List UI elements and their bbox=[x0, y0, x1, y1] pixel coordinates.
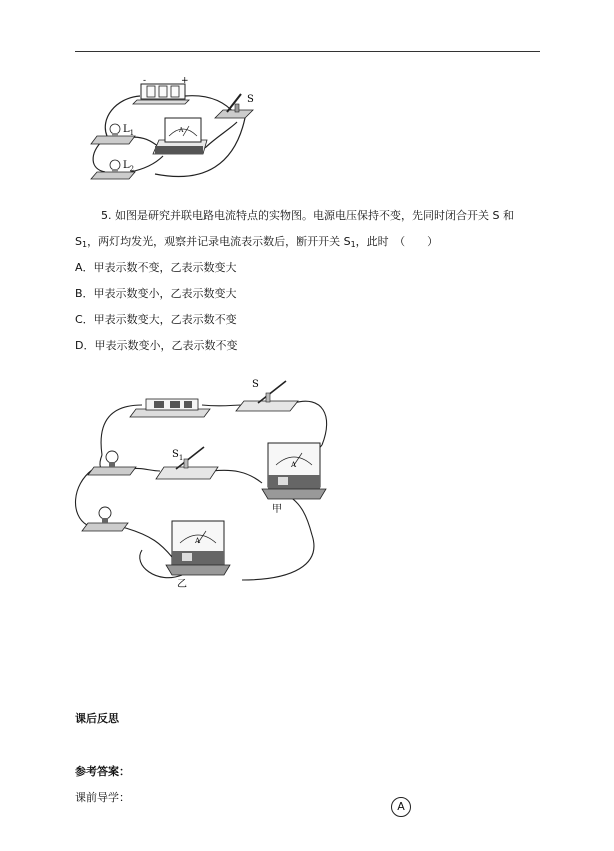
wire bbox=[202, 405, 242, 406]
ammeter-jia-letter: A bbox=[291, 461, 297, 469]
section-answers: 参考答案： bbox=[75, 765, 130, 778]
ammeter-jia-label: 甲 bbox=[272, 504, 282, 515]
ammeter-yi bbox=[166, 521, 230, 575]
question-line-2: $S_1$，两灯均发光，观察并记录电流表示数后，断开开关 $S_1$，此时 （ ） bbox=[75, 235, 439, 249]
switch-s1-label: $S_1$ bbox=[172, 449, 184, 462]
switch-s-label: S bbox=[252, 379, 259, 390]
option-c: C．甲表示数变大，乙表示数不变 bbox=[75, 313, 237, 326]
circuit-figure-1 bbox=[85, 74, 275, 189]
lamp-upper bbox=[88, 451, 136, 475]
battery-holder bbox=[130, 399, 210, 417]
wire bbox=[212, 470, 262, 483]
section-reflection: 课后反思 bbox=[75, 712, 119, 725]
circuit-figure-2 bbox=[72, 375, 340, 590]
battery-minus-label: - bbox=[143, 76, 147, 86]
circled-answer: A bbox=[391, 797, 411, 817]
ammeter-yi-letter: A bbox=[195, 537, 201, 545]
lamp-l1-label: $L_1$ bbox=[123, 124, 135, 137]
option-b: B．甲表示数变小，乙表示数变大 bbox=[75, 287, 237, 300]
wire bbox=[122, 527, 172, 557]
option-a: A．甲表示数不变，乙表示数变大 bbox=[75, 261, 237, 274]
header-rule bbox=[75, 51, 540, 52]
battery-plus-label: + bbox=[181, 76, 189, 86]
ammeter-yi-label: 乙 bbox=[177, 579, 187, 590]
battery bbox=[133, 84, 189, 104]
wire bbox=[130, 156, 163, 172]
lamp-l2-label: $L_2$ bbox=[123, 160, 135, 173]
ammeter-letter: A bbox=[179, 127, 184, 134]
ammeter-jia bbox=[262, 443, 326, 499]
option-d: D．甲表示数变小，乙表示数不变 bbox=[75, 339, 238, 352]
wire bbox=[76, 470, 92, 525]
wire bbox=[294, 401, 327, 445]
switch-s-label: S bbox=[247, 94, 254, 105]
switch-s1 bbox=[156, 447, 218, 479]
lamp-lower bbox=[82, 507, 128, 531]
wire bbox=[93, 140, 105, 172]
switch-s bbox=[236, 381, 298, 411]
ammeter bbox=[153, 118, 207, 154]
wire bbox=[205, 122, 237, 148]
question-line-1: 5. 如图是研究并联电路电流特点的实物图。电源电压保持不变，先同时闭合开关 S 和 bbox=[101, 209, 514, 222]
wire bbox=[242, 535, 314, 580]
section-preview: 课前导学： bbox=[75, 791, 130, 804]
